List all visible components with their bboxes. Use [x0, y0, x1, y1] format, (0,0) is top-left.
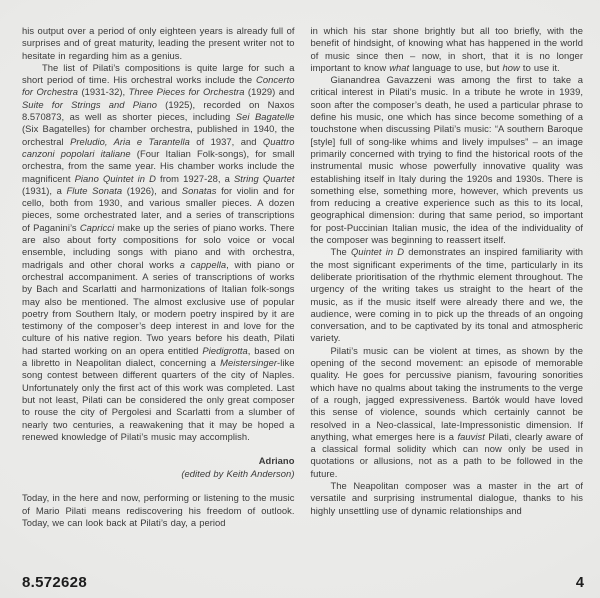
paragraph-today [22, 492, 295, 529]
paragraph-spacer [22, 443, 295, 455]
text-run: his output over a period of only eighteen years is already full of surprises and of great maturity, leading the present writer not to hesitate in regarding him as a genius. [22, 25, 295, 61]
text-run: Concerto for Orchestra [22, 74, 295, 98]
text-run: (1929) and [244, 86, 295, 98]
text-run: Piedigrotta [202, 344, 248, 356]
text-run: Sei Bagatelle [235, 111, 295, 123]
text-run: a cappella [179, 258, 227, 270]
text-run: (1925), recorded on Naxos 8.570873, as well as shorter pieces, including [22, 98, 295, 123]
text-run: demonstrates an inspired familiarity with the most significant experiments of the time, particularly in its deliberate prioritisation of the rhythmic element throughout. The urgency of the writing takes us straight to the heart of the music, as if the music itself were already there and we, the audience, were coming in to pick up the threads of an ongoing conversation, and to be captivated by its tonal and atmospheric variety. [310, 246, 584, 344]
text-run: The [330, 246, 351, 258]
paragraph-gavazzeni [311, 74, 584, 246]
text-run: Flute Sonata [66, 184, 123, 196]
text-run: make up the series of piano works. There are also about forty compositions for solo voice or vocal ensemble, including songs with piano and with orchestra, madrigals and other choral works [22, 221, 295, 270]
text-run: language to use, but [409, 61, 503, 73]
text-run: Today, in the here and now, performing or listening to the music of Mario Pilati means rediscovering his freedom of outlook. Today, we can look back at Pilati’s day, a period [22, 492, 295, 528]
text-run: String Quartet [234, 172, 295, 184]
text-run: in which his star shone brightly but all too briefly, with the benefit of hindsight, of knowing what has happened in the world of music since then – now, in short, that it is no longer important to know [310, 25, 583, 73]
page-footer [22, 574, 584, 591]
page-number: 4 [575, 575, 584, 591]
text-run: Pilati’s music can be violent at times, as shown by the opening of the second movement: an episode of memorable quality. He goes for percussive pianism, favouring sonorities which have no qualms about taking the instruments to the verge of a rough, jagged expressiveness. Bartók would have loved this sense of violence, sounds which certainly cannot be resolved in a Neo-classical, late-Impressonistic dimension. If anything, what emerges here is a [310, 344, 583, 442]
text-run: Meistersinger [220, 357, 278, 369]
text-run: Gianandrea Gavazzeni was among the first to take a critical interest in Pilati’s music. In a tribute he wrote in 1939, soon after the composer’s death, he used a particular phrase to define his music, one which has since become something of a touchstone when discussing Pilati’s music: “A southern Baroque [style] full of song-like whims and lively impulses” – an image primarily concerned with trying to find the historical roots of the instrumental music whose powerfully innovative quality was establishing itself in Italy during the 1920s and 1930s. There is something else, something more, however, which prevents us from reducing a creative experience such as this to its local, geographical dimension: during that same period, so important for post-Puccinian Italian music, the idea of the individuality of the composer was beginning to reassert itself. [310, 74, 583, 246]
text-run: (Four Italian Folk-songs), for small orchestra, from the same year. His chamber works include the magnificent [22, 147, 295, 184]
text-run: for violin and for cello, both from 1930, and various smaller pieces. A dozen pieces, some orchestrated later, and a series of transcriptions of Paganini’s [22, 184, 295, 233]
paragraph-quintet [311, 246, 584, 344]
text-run: fauvist [457, 430, 485, 442]
paragraph-violence [311, 345, 584, 480]
text-run: Adriano [258, 455, 295, 467]
text-run: (1931-32), [78, 86, 129, 98]
paragraph-continuation [311, 25, 584, 74]
catalog-number: 8.572628 [22, 574, 87, 591]
text-run: , based on a libretto in Neapolitan dialect, concerning a [22, 344, 295, 369]
text-run: how [502, 61, 520, 73]
paragraph-neapolitan [311, 480, 584, 517]
text-run: Quintet in D [350, 246, 405, 258]
text-run: -like song contest between different quarters of the city of Naples. Unfortunately only the first act of this work was completed. Last but not least, Pilati can be considered the only great composer to rouse the city of Pergolesi and Scarlatti from a slumber of nearly two centuries, a reawakening that it may be hoped a renewed knowledge of Pilati’s music may accomplish. [22, 357, 295, 442]
text-run: Suite for Strings and Piano [22, 98, 157, 110]
text-run: from 1927-28, a [155, 172, 234, 184]
text-run: Preludio, Aria e Tarantella [70, 135, 190, 147]
paragraph-spacer [22, 480, 295, 492]
text-run: to use it. [519, 61, 560, 73]
editor-credit [22, 468, 295, 480]
paragraph-continuation [22, 25, 295, 62]
paragraph-compositions [22, 62, 295, 443]
right-column [311, 25, 584, 529]
text-run: The list of Pilati’s compositions is quite large for such a short period of time. His orchestral works include the [22, 61, 295, 86]
text-run: Piano Quintet in D [74, 172, 156, 184]
left-column [22, 25, 295, 529]
text-run: , with piano or orchestral accompaniment. A series of transcriptions of works by Bach and Scarlatti and harmonizations of Italian folk-songs may also be mentioned. The almost exclusive use of popular poetry from Southern Italy, or modern poetry inspired by it are testimony of the composer’s deep interest in and love for the culture of his native region. Two years before his death, Pilati had started working on an opera entitled [22, 258, 295, 356]
text-run: what [389, 61, 410, 73]
text-run: The Neapolitan composer was a master in the art of versatile and surprising instrumental dialogue, thanks to his highly unsettling use of dynamic relationships and [310, 479, 583, 516]
text-run: Quattro canzoni popolari italiane [22, 135, 295, 159]
text-run: Pilati, clearly aware of a classical formal solidity which can now only be used in quotations or allusions, not as a path to be followed in the future. [310, 430, 583, 479]
text-run: (1931), a [22, 184, 67, 196]
author-signature [22, 455, 295, 467]
text-run: Three Pieces for Orchestra [128, 86, 245, 98]
text-run: (1926), and [122, 184, 182, 196]
text-run: of 1937, and [189, 135, 263, 147]
text-run: Sonatas [181, 184, 217, 196]
text-run: (edited by Keith Anderson) [181, 467, 295, 479]
text-run: (Six Bagatelles) for chamber orchestra, published in 1940, the orchestral [22, 123, 295, 147]
text-run: Capricci [79, 221, 115, 233]
